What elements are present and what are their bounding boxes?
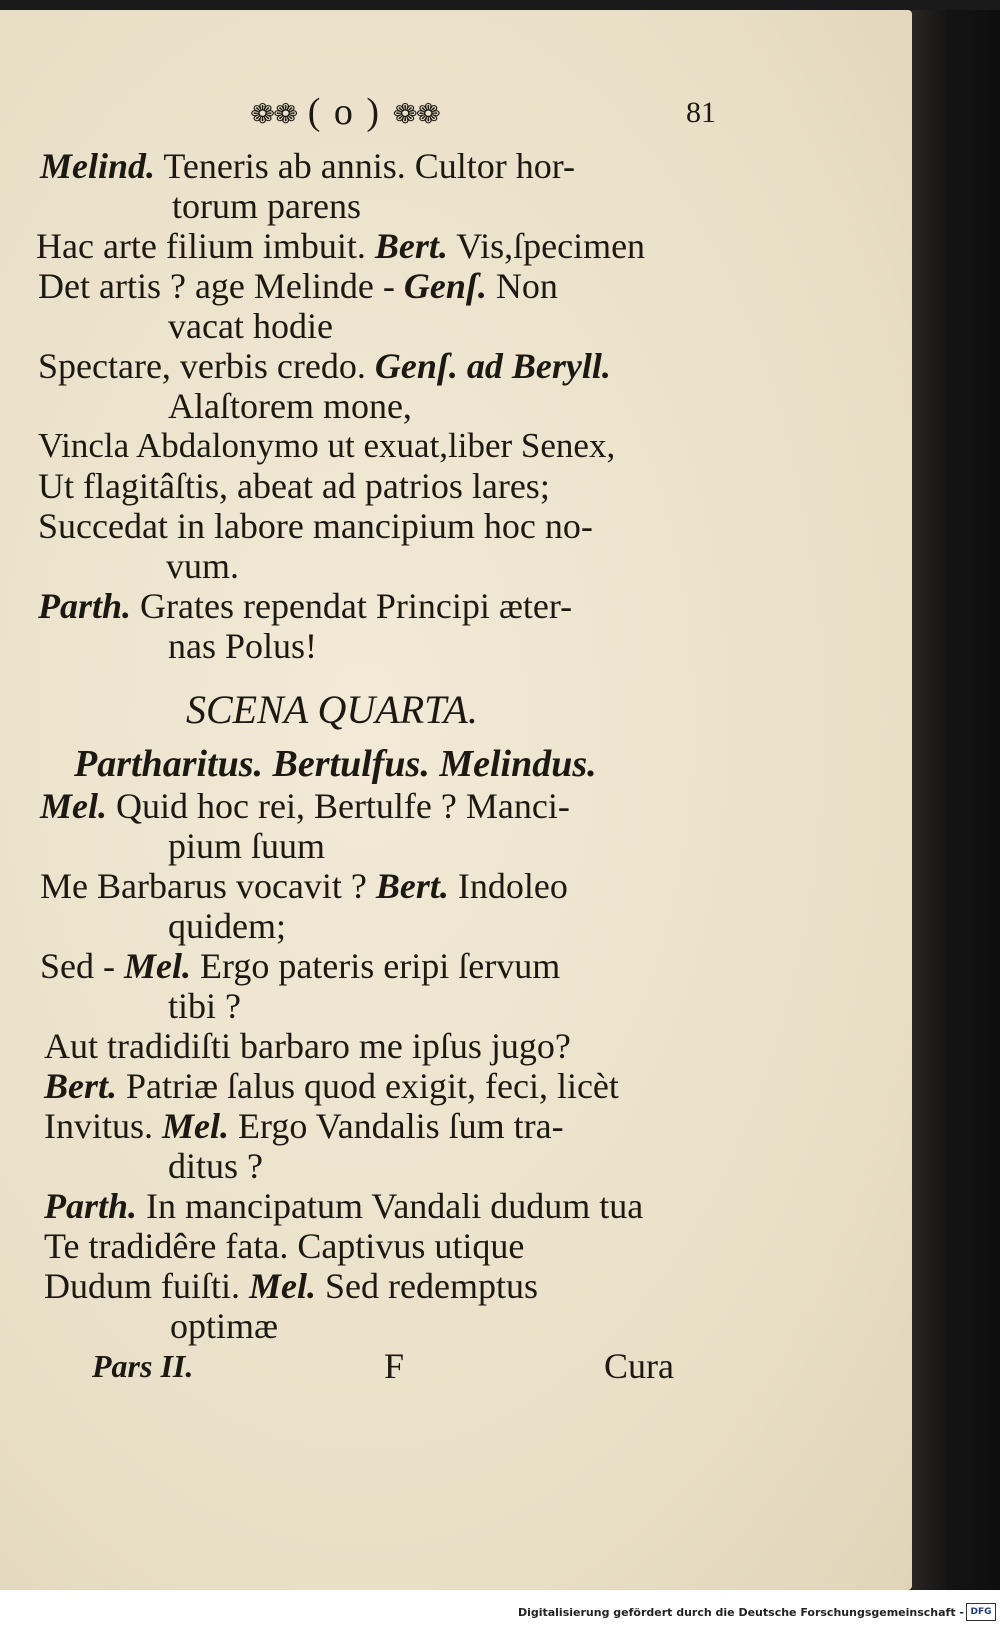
line-text: nas Polus!: [168, 626, 318, 666]
text-line: [38, 506, 593, 546]
line-text: vacat hodie: [168, 306, 333, 346]
text-line: [166, 546, 239, 586]
line-text: Te tradidêre fata. Captivus utique: [44, 1226, 525, 1266]
line-text: Non: [486, 266, 558, 306]
line-text: Teneris ab annis. Cultor hor-: [155, 146, 576, 186]
line-text: Vincla Abdalonymo ut exuat,liber Senex,: [38, 426, 616, 465]
speaker-name: Bert.: [44, 1066, 118, 1106]
funding-credit: Digitalisierung gefördert durch die Deutsche Forschungsgemeinschaft -: [517, 1606, 964, 1619]
text-line: [38, 426, 615, 466]
text-line: [172, 186, 361, 226]
line-text: vum.: [166, 546, 240, 586]
line-text: Dudum fuiſti.: [44, 1266, 249, 1306]
page-number: 81: [686, 96, 716, 129]
text-line: [168, 906, 286, 946]
text-line: [40, 866, 568, 906]
text-line: [168, 1146, 263, 1186]
line-text: torum parens: [172, 186, 361, 226]
speaker-name: Mel.: [249, 1266, 316, 1306]
line-text: tibi ?: [168, 986, 241, 1026]
text-line: [168, 306, 333, 346]
line-text: Sed -: [40, 946, 124, 986]
text-line: [38, 466, 550, 506]
speaker-name: Parth.: [44, 1186, 138, 1226]
speaker-name: Mel.: [40, 786, 107, 826]
line-text: Me Barbarus vocavit ?: [40, 866, 376, 906]
line-text: quidem;: [168, 906, 286, 946]
text-line: [44, 1186, 643, 1226]
text-line: [44, 1266, 538, 1306]
text-line: [38, 586, 572, 626]
text-line: [40, 786, 570, 826]
speaker-name: Mel.: [162, 1106, 230, 1146]
text-line: [36, 226, 645, 266]
line-text: Hac arte filium imbuit.: [36, 226, 375, 266]
speaker-name: Genſ. ad Beryll.: [374, 346, 611, 386]
signature-letter: F: [384, 1346, 405, 1386]
line-text: Succedat in labore mancipium hoc no-: [38, 506, 593, 546]
character-list: Partharitus. Bertulfus. Melindus.: [74, 743, 597, 785]
text-line: [38, 266, 558, 306]
text-line: [44, 1226, 524, 1266]
text-line: [44, 1026, 571, 1066]
catchword: Cura: [604, 1346, 674, 1386]
ornament-right-icon: ❁❁: [392, 99, 439, 130]
ornament-left-icon: ❁❁: [250, 99, 297, 130]
signature-mark: Pars II.: [92, 1348, 194, 1384]
line-text: Quid hoc rei, Bertulfe ? Manci-: [107, 786, 570, 826]
scene-title: SCENA QUARTA.: [186, 687, 478, 732]
speaker-name: Bert.: [374, 226, 448, 266]
text-line: [168, 626, 317, 666]
line-text: Ergo pateris eripi ſervum: [191, 946, 561, 986]
text-line: [40, 946, 560, 986]
speaker-name: Genſ.: [403, 266, 487, 306]
text-line: [168, 386, 412, 426]
line-text: Aut tradidiſti barbaro me ipſus jugo?: [44, 1026, 571, 1066]
speaker-name: Bert.: [375, 866, 449, 906]
line-text: In mancipatum Vandali dudum tua: [137, 1186, 644, 1226]
text-line: [40, 146, 575, 186]
line-text: Ergo Vandalis ſum tra-: [229, 1106, 564, 1146]
header-ornament-group: [250, 90, 439, 134]
line-text: Spectare, verbis credo.: [38, 346, 375, 386]
text-line: [38, 346, 611, 386]
scan-credit-bar: [0, 1590, 1000, 1632]
text-line: [168, 986, 241, 1026]
line-text: Vis,ſpecimen: [447, 226, 646, 266]
text-line: [170, 1306, 278, 1346]
header-parentheses: ( o ): [307, 91, 382, 133]
text-line: [44, 1066, 619, 1106]
line-text: ditus ?: [168, 1146, 263, 1186]
line-text: Sed redemptus: [316, 1266, 538, 1306]
speaker-name: Melind.: [40, 146, 156, 186]
line-text: Det artis ? age Melinde -: [38, 266, 404, 306]
line-text: Alaſtorem mone,: [168, 386, 412, 426]
line-text: optimæ: [170, 1306, 279, 1346]
scan-background-edge: [912, 10, 1000, 1590]
text-line: [44, 1106, 564, 1146]
line-text: Indoleo: [448, 866, 568, 906]
dfg-logo-icon: DFG: [966, 1603, 996, 1621]
text-line: [168, 826, 325, 866]
speaker-name: Parth.: [38, 586, 132, 626]
line-text: Patriæ ſalus quod exigit, feci, licèt: [117, 1066, 619, 1106]
line-text: Grates rependat Principi æter-: [131, 586, 573, 626]
running-header: [0, 90, 912, 150]
line-text: Ut flagitâſtis, abeat ad patrios lares;: [38, 466, 550, 506]
speaker-name: Mel.: [124, 946, 191, 986]
line-text: Invitus.: [44, 1106, 163, 1146]
line-text: pium ſuum: [168, 826, 326, 866]
